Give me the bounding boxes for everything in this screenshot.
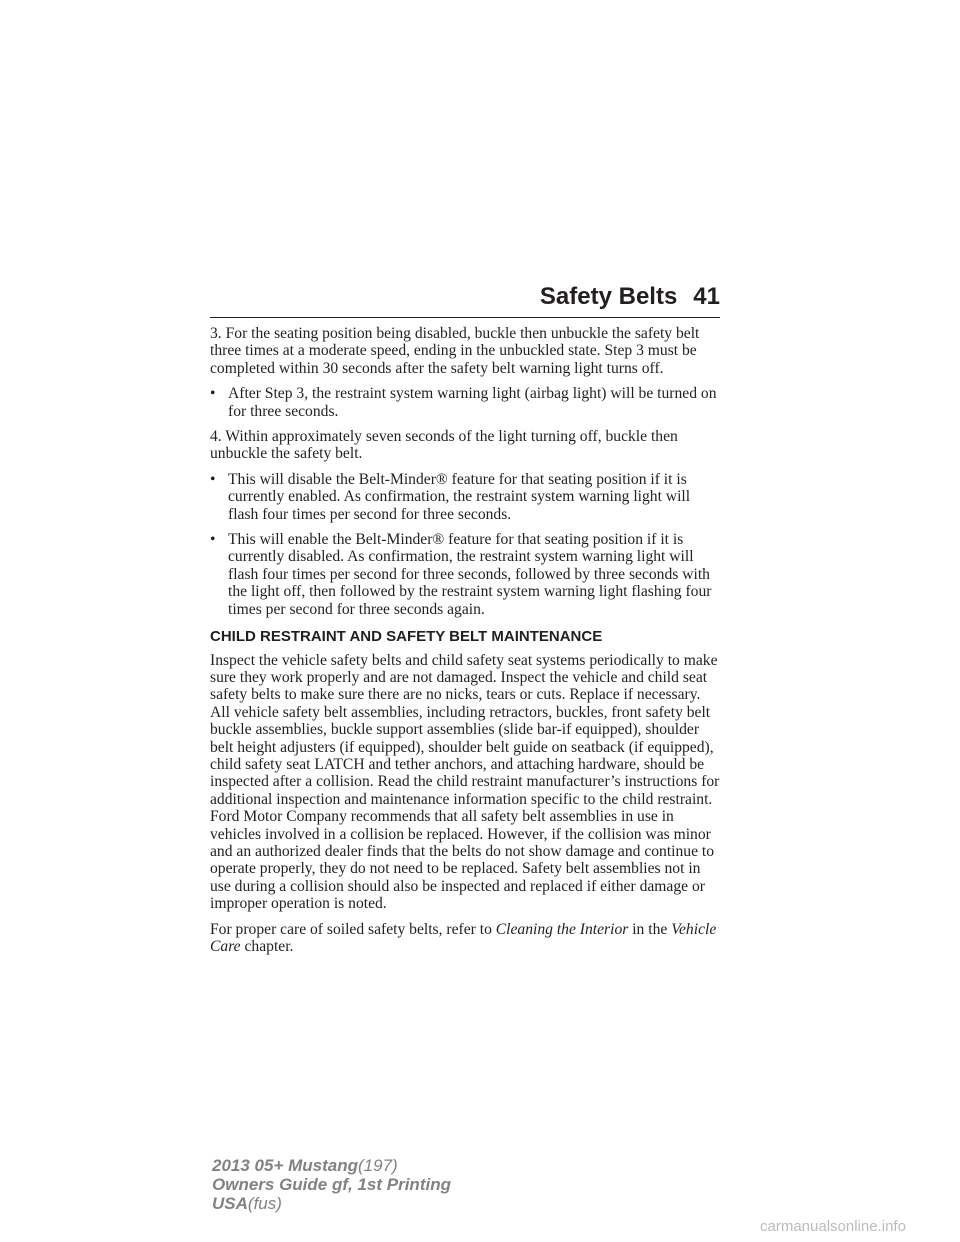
page-content [210,325,722,963]
bullet-item [210,471,722,523]
bullet-text: This will disable the Belt-Minder® feature for that seating position if it is currently enabled. As confirmation, the restraint system warning light will flash four times per second for three seconds. [228,470,691,523]
header-rule [210,317,720,318]
footer-market-code: (fus) [247,1194,282,1213]
chapter-title: Safety Belts [539,283,678,310]
step-3-paragraph: 3. For the seating position being disabled, buckle then unbuckle the safety belt three times at a moderate speed, ending in the unbuckled state. Step 3 must be completed within 30 seconds after the safety belt warning light turns off. [210,325,700,377]
step-4-paragraph: 4. Within approximately seven seconds of the light turning off, buckle then unbuckle the safety belt. [210,428,678,463]
maintenance-paragraph: Inspect the vehicle safety belts and child safety seat systems periodically to make sure they work properly and are not damaged. Inspect the vehicle and child seat safety belts to make sure there are no nicks, tears or cuts. Replace if necessary. All vehicle safety belt assemblies, including retractors, buckles, front safety belt buckle assemblies, buckle support assemblies (slide bar-if equipped), shoulder belt height adjusters (if equipped), shoulder belt guide on seatback (if equipped), child safety seat LATCH and tether anchors, and attaching hardware, should be inspected after a collision. Read the child restraint manufacturer’s instructions for additional inspection and maintenance information specific to the child restraint. Ford Motor Company recommends that all safety belt assemblies in use in vehicles involved in a collision be replaced. However, if the collision was minor and an authorized dealer finds that the belts do not show damage and continue to operate properly, they do not need to be replaced. Safety belt assemblies not in use during a collision should also be inspected and replaced if either damage or improper operation is noted. [210,651,720,913]
footer-line-2 [212,1175,451,1194]
bullet-text: This will enable the Belt-Minder® feature for that seating position if it is currently disabled. As confirmation, the restraint system warning light will flash four times per second for three seconds, followed by three seconds with the light off, then followed by the restraint system warning light flashing four times per second for three seconds again. [228,531,712,618]
page-number: 41 [693,283,720,310]
cross-reference-cleaning: Cleaning the Interior [495,920,629,938]
care-suffix: chapter. [240,938,294,955]
bullet-icon: • [210,531,216,549]
care-prefix: For proper care of soiled safety belts, refer to [210,920,496,938]
footer-page-code: (197) [358,1156,398,1175]
bullet-icon: • [210,470,216,488]
care-mid: in the [628,920,672,938]
bullet-text: After Step 3, the restraint system warning light (airbag light) will be turned on for three seconds. [228,385,717,420]
watermark: carmanualsonline.info [760,1218,906,1235]
print-footer [212,1156,451,1213]
footer-line-3 [212,1194,451,1213]
footer-market: USA [212,1194,248,1213]
cross-reference-vehicle-care: Vehicle Care [210,920,717,955]
bullet-item [210,531,722,618]
footer-model: 2013 05+ Mustang [212,1156,358,1175]
bullet-icon: • [210,385,216,403]
bullet-item [210,385,722,420]
footer-guide: Owners Guide gf, 1st Printing [212,1175,451,1194]
footer-line-1 [212,1156,451,1175]
section-heading: CHILD RESTRAINT AND SAFETY BELT MAINTENANCE [210,628,603,646]
care-paragraph [210,921,722,956]
page-header [210,283,720,311]
